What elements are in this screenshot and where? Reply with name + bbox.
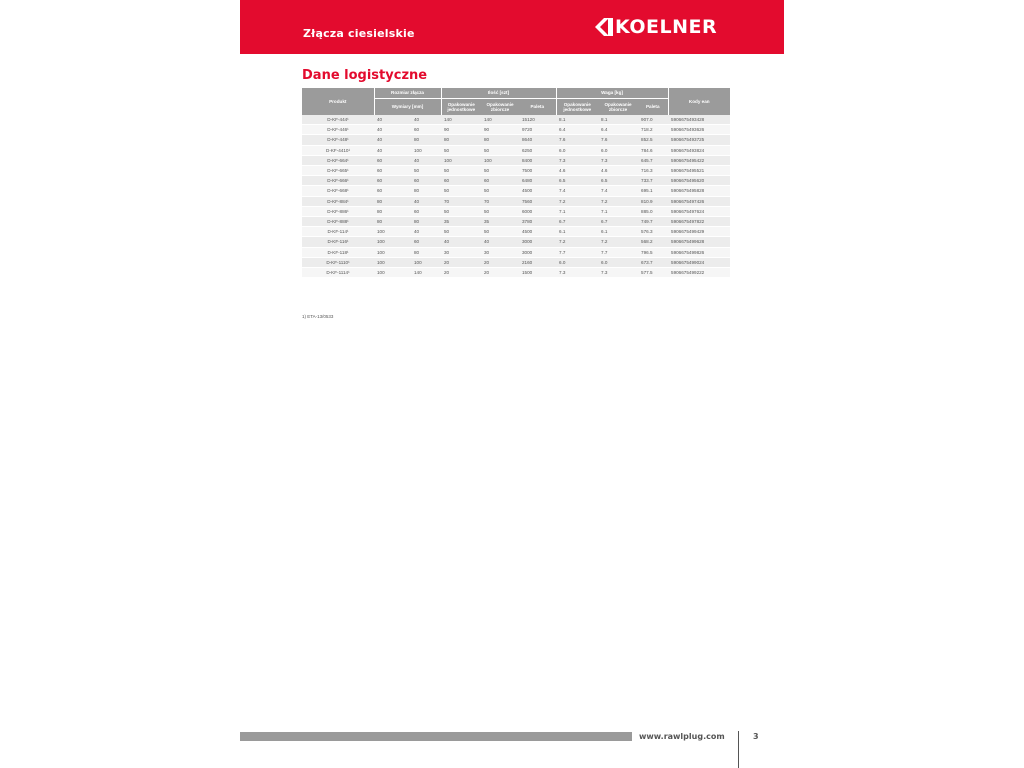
cell-weight-unit: 6.5 [556,176,598,186]
cell-qty-pallet: 8400 [519,155,556,165]
cell-weight-unit: 7.4 [556,186,598,196]
brand-name: KOELNER [615,16,718,38]
table-body [302,115,730,278]
cell-product: D-KF-116¹ [302,237,374,247]
table-row [302,145,730,155]
cell-size-b: 60 [411,125,441,135]
cell-product: D-KF-444¹ [302,115,374,125]
cell-qty-bulk: 40 [481,237,519,247]
cell-weight-bulk: 7.7 [598,247,638,257]
cell-ean: 5906675497426 [668,196,730,206]
header-banner [240,0,784,54]
cell-weight-unit: 7.3 [556,155,598,165]
table-header-row [302,88,730,99]
cell-size-b: 50 [411,166,441,176]
table-row [302,186,730,196]
table-row [302,247,730,257]
cell-qty-unit: 60 [441,176,481,186]
cell-weight-pallet: 749.7 [638,217,668,227]
cell-weight-unit: 7.1 [556,206,598,216]
cell-ean: 5906675499222 [668,268,730,278]
cell-weight-unit: 7.2 [556,196,598,206]
cell-ean: 5906675499826 [668,247,730,257]
table-row [302,268,730,278]
cell-qty-pallet: 3000 [519,237,556,247]
cell-weight-pallet: 695.1 [638,186,668,196]
cell-product: D-KF-1114¹ [302,268,374,278]
table-row [302,166,730,176]
cell-product: D-KF-884¹ [302,196,374,206]
col-header-waga-zb: Opakowanie zbiorcze [598,99,638,116]
cell-size-a: 40 [374,145,411,155]
cell-weight-pallet: 568.2 [638,237,668,247]
cell-size-a: 60 [374,155,411,165]
cell-qty-pallet: 15120 [519,115,556,125]
cell-size-b: 40 [411,227,441,237]
cell-qty-bulk: 70 [481,196,519,206]
cell-weight-unit: 7.6 [556,135,598,145]
cell-qty-bulk: 100 [481,155,519,165]
cell-ean: 5906675499429 [668,227,730,237]
cell-ean: 5906675495422 [668,155,730,165]
cell-size-b: 100 [411,145,441,155]
cell-qty-pallet: 7500 [519,166,556,176]
cell-weight-unit: 7.7 [556,247,598,257]
cell-size-a: 40 [374,115,411,125]
col-header-ilosc-zb: Opakowanie zbiorcze [481,99,519,116]
cell-qty-unit: 35 [441,217,481,227]
cell-weight-bulk: 6.1 [598,227,638,237]
cell-product: D-KF-114¹ [302,227,374,237]
cell-weight-bulk: 7.3 [598,155,638,165]
cell-size-a: 80 [374,206,411,216]
cell-size-a: 100 [374,268,411,278]
cell-weight-pallet: 852.5 [638,135,668,145]
cell-qty-pallet: 6250 [519,145,556,155]
cell-weight-unit: 4.6 [556,166,598,176]
page-number: 3 [753,732,759,741]
cell-size-b: 60 [411,206,441,216]
cell-size-b: 60 [411,176,441,186]
cell-product: D-KF-886¹ [302,206,374,216]
cell-ean: 5906675499628 [668,237,730,247]
cell-ean: 5906675499024 [668,257,730,267]
cell-size-a: 100 [374,237,411,247]
cell-size-b: 140 [411,268,441,278]
col-header-ilosc: Ilość [szt] [441,88,556,99]
cell-qty-bulk: 50 [481,186,519,196]
cell-weight-bulk: 7.2 [598,237,638,247]
cell-product: D-KF-668¹ [302,186,374,196]
col-header-waga-jedn: Opakowanie jednostkowe [556,99,598,116]
cell-size-a: 60 [374,186,411,196]
cell-ean: 5906675495521 [668,166,730,176]
cell-ean: 5906675493725 [668,135,730,145]
cell-weight-unit: 8.1 [556,115,598,125]
cell-qty-pallet: 9720 [519,125,556,135]
cell-weight-bulk: 7.3 [598,268,638,278]
cell-size-a: 40 [374,125,411,135]
koelner-logo-icon [595,18,613,36]
cell-weight-bulk: 8.1 [598,115,638,125]
cell-qty-bulk: 50 [481,145,519,155]
table-row [302,135,730,145]
cell-weight-unit: 7.3 [556,268,598,278]
cell-size-a: 60 [374,176,411,186]
cell-weight-bulk: 4.6 [598,166,638,176]
cell-qty-bulk: 90 [481,125,519,135]
cell-size-a: 100 [374,257,411,267]
cell-weight-unit: 6.4 [556,125,598,135]
cell-ean: 5906675495828 [668,186,730,196]
cell-weight-pallet: 645.7 [638,155,668,165]
table-row [302,237,730,247]
logistics-table [302,88,730,278]
cell-weight-pallet: 733.7 [638,176,668,186]
footer-url[interactable]: www.rawlplug.com [639,732,725,741]
table-row [302,125,730,135]
cell-weight-bulk: 6.4 [598,125,638,135]
table-row [302,196,730,206]
cell-weight-unit: 6.1 [556,227,598,237]
cell-weight-pallet: 577.5 [638,268,668,278]
cell-size-b: 80 [411,217,441,227]
cell-size-b: 80 [411,186,441,196]
cell-qty-pallet: 4500 [519,186,556,196]
section-title: Złącza ciesielskie [303,27,415,40]
cell-qty-unit: 80 [441,135,481,145]
col-header-rozmiar: Rozmiar złącza [374,88,441,99]
cell-qty-unit: 30 [441,247,481,257]
cell-weight-unit: 6.0 [556,257,598,267]
cell-weight-bulk: 7.4 [598,186,638,196]
cell-size-a: 80 [374,196,411,206]
cell-qty-pallet: 2160 [519,257,556,267]
cell-size-b: 60 [411,237,441,247]
col-header-ilosc-jedn: Opakowanie jednostkowe [441,99,481,116]
table-row [302,176,730,186]
cell-weight-bulk: 6.0 [598,145,638,155]
cell-qty-unit: 20 [441,268,481,278]
col-header-ilosc-paleta: Paleta [519,99,556,116]
cell-qty-unit: 50 [441,145,481,155]
cell-weight-pallet: 576.3 [638,227,668,237]
cell-weight-bulk: 7.2 [598,196,638,206]
cell-weight-bulk: 7.1 [598,206,638,216]
cell-qty-unit: 100 [441,155,481,165]
cell-qty-bulk: 50 [481,206,519,216]
cell-weight-pallet: 718.2 [638,125,668,135]
cell-qty-unit: 40 [441,237,481,247]
cell-size-a: 100 [374,227,411,237]
cell-product: D-KF-446¹ [302,125,374,135]
col-header-waga: Waga [kg] [556,88,668,99]
cell-qty-pallet: 4500 [519,227,556,237]
cell-size-b: 80 [411,135,441,145]
table-row [302,227,730,237]
cell-product: D-KF-666¹ [302,176,374,186]
col-header-wymiary: Wymiary [mm] [374,99,441,116]
cell-size-a: 40 [374,135,411,145]
cell-weight-pallet: 810.9 [638,196,668,206]
cell-size-b: 40 [411,196,441,206]
table-row [302,155,730,165]
cell-weight-bulk: 6.0 [598,257,638,267]
cell-qty-pallet: 3000 [519,247,556,257]
cell-qty-unit: 50 [441,206,481,216]
cell-ean: 5906675497822 [668,217,730,227]
cell-qty-unit: 70 [441,196,481,206]
cell-qty-bulk: 80 [481,135,519,145]
cell-qty-bulk: 50 [481,166,519,176]
cell-qty-bulk: 35 [481,217,519,227]
cell-qty-pallet: 6000 [519,206,556,216]
footer-bar [240,732,632,741]
cell-qty-unit: 50 [441,186,481,196]
cell-qty-pallet: 6480 [519,176,556,186]
cell-product: D-KF-118¹ [302,247,374,257]
cell-size-a: 60 [374,166,411,176]
footnote: 1) ETA-13/0533 [302,314,334,319]
cell-product: D-KF-665¹ [302,166,374,176]
col-header-produkt: Produkt [302,88,374,115]
cell-qty-unit: 50 [441,227,481,237]
cell-qty-bulk: 20 [481,268,519,278]
page-heading: Dane logistyczne [302,68,428,83]
cell-weight-pallet: 796.5 [638,247,668,257]
cell-qty-pallet: 3780 [519,217,556,227]
cell-weight-pallet: 907.0 [638,115,668,125]
cell-ean: 5906675493626 [668,125,730,135]
cell-size-b: 40 [411,155,441,165]
cell-ean: 5906675493428 [668,115,730,125]
col-header-waga-paleta: Paleta [638,99,668,116]
table-row [302,257,730,267]
cell-qty-bulk: 60 [481,176,519,186]
cell-weight-unit: 6.0 [556,145,598,155]
cell-product: D-KF-1110¹ [302,257,374,267]
col-header-ean: Kody ean [668,88,730,115]
cell-product: D-KF-888¹ [302,217,374,227]
cell-qty-pallet: 1500 [519,268,556,278]
cell-ean: 5906675493824 [668,145,730,155]
cell-size-b: 100 [411,257,441,267]
cell-weight-pallet: 885.0 [638,206,668,216]
cell-ean: 5906675495620 [668,176,730,186]
cell-weight-unit: 7.2 [556,237,598,247]
cell-ean: 5906675497624 [668,206,730,216]
cell-size-b: 40 [411,115,441,125]
cell-weight-bulk: 6.7 [598,217,638,227]
footer-divider [738,731,739,768]
table-row [302,206,730,216]
cell-weight-bulk: 7.6 [598,135,638,145]
cell-weight-bulk: 6.5 [598,176,638,186]
cell-qty-bulk: 140 [481,115,519,125]
cell-weight-pallet: 673.7 [638,257,668,267]
cell-qty-unit: 20 [441,257,481,267]
cell-weight-unit: 6.7 [556,217,598,227]
cell-qty-unit: 90 [441,125,481,135]
cell-product: D-KF-4410¹ [302,145,374,155]
cell-size-a: 80 [374,217,411,227]
table-row [302,217,730,227]
cell-qty-pallet: 8640 [519,135,556,145]
cell-qty-bulk: 50 [481,227,519,237]
cell-product: D-KF-664¹ [302,155,374,165]
brand-logo [595,17,717,37]
cell-qty-bulk: 20 [481,257,519,267]
cell-qty-bulk: 30 [481,247,519,257]
cell-qty-pallet: 7560 [519,196,556,206]
cell-qty-unit: 50 [441,166,481,176]
cell-weight-pallet: 784.6 [638,145,668,155]
cell-weight-pallet: 716.3 [638,166,668,176]
cell-qty-unit: 140 [441,115,481,125]
table-row [302,115,730,125]
cell-size-b: 80 [411,247,441,257]
cell-size-a: 100 [374,247,411,257]
cell-product: D-KF-448¹ [302,135,374,145]
